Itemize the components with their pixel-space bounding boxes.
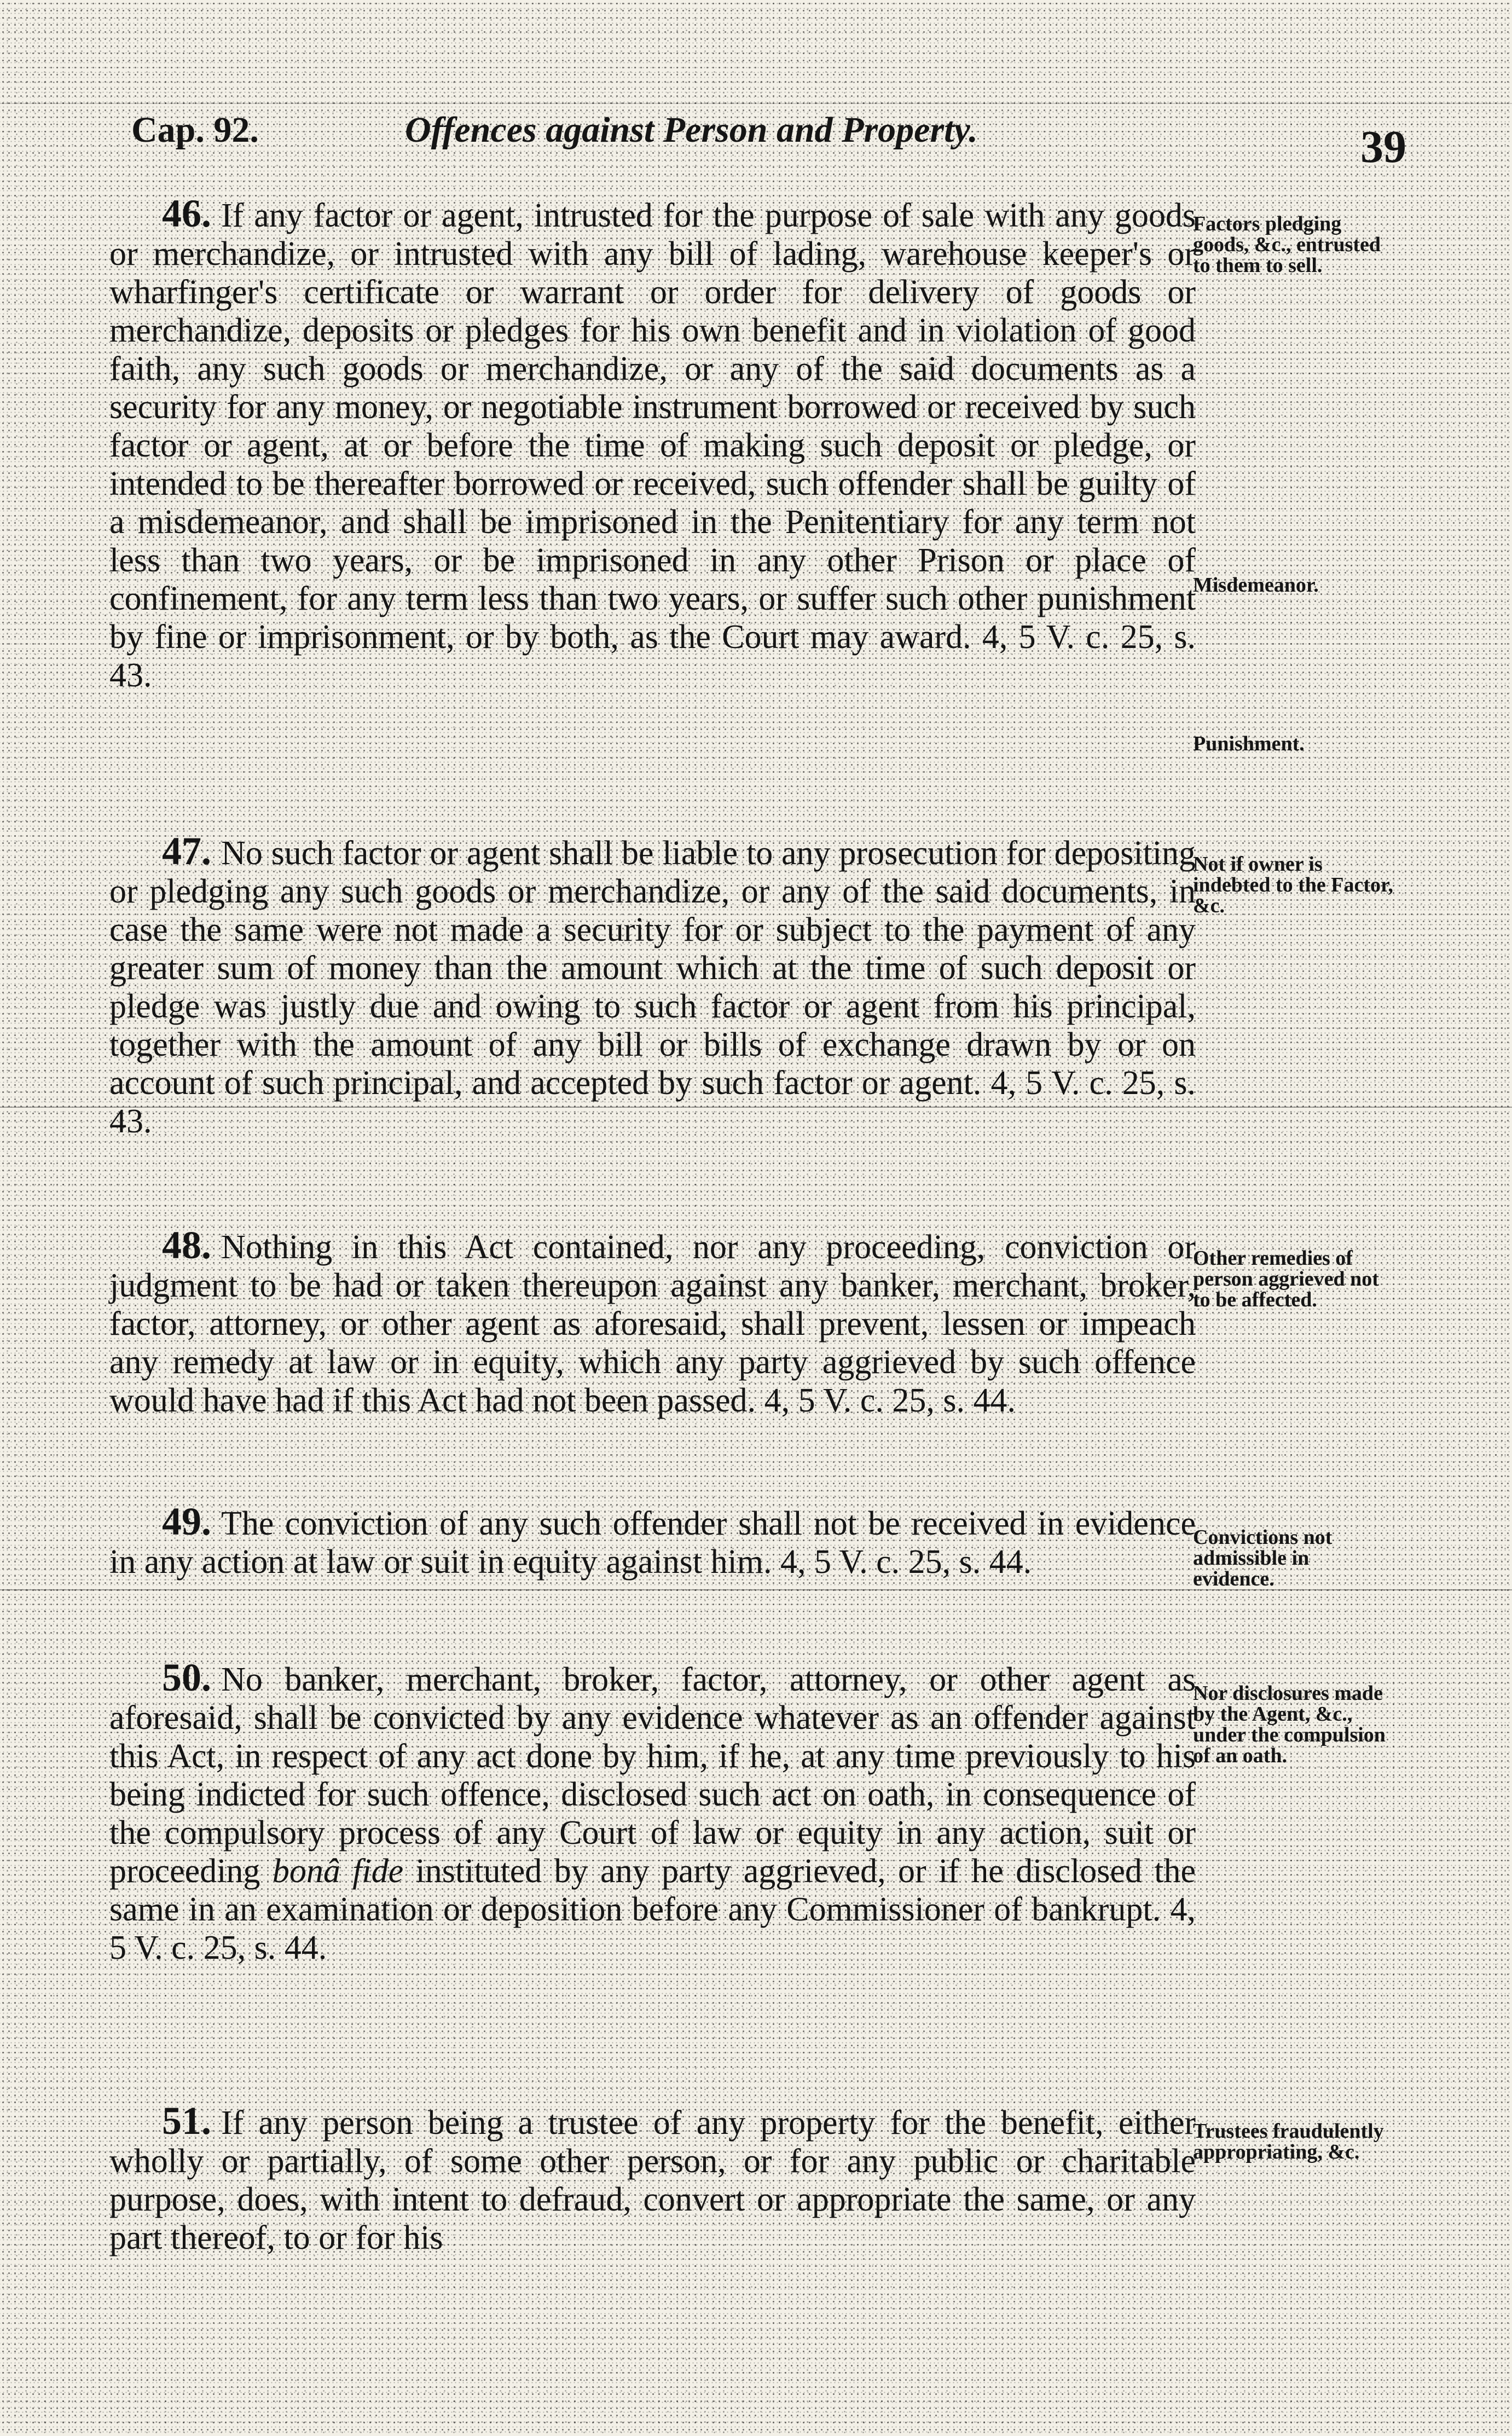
page-number: 39 <box>1360 121 1406 172</box>
section-text: Nothing in this Act contained, nor any proceeding, conviction or judgment to be had or taken thereupon against any banker, merchant, broker, factor, attorney, or other agent as aforesaid, shall prevent, lessen or impeach any remedy at law or in equity, which any party aggrieved by such offence would have had if this Act had not been passed. 4, 5 V. c. 25, s. 44. <box>109 1229 1196 1419</box>
margin-note: Trustees fraudulently appropriating, &c. <box>1193 2120 1384 2163</box>
section-text: No such factor or agent shall be liable to any prosecution for depositing or pledging any such goods or merchandize, or any of the said documents, in case the same were not made a security for or subject to the payment of any greater sum of money than the amount which at the time of such deposit or pledge was justly due and owing to such factor or agent from his principal, together with the amount of any bill or bills of exchange drawn by or on account of such principal, and accepted by such factor or agent. 4, 5 V. c. 25, s. 43. <box>109 835 1196 1140</box>
section-paragraph <box>109 194 1196 695</box>
section-48 <box>109 1223 1196 1489</box>
section-text: If any factor or agent, intrusted for the purpose of sale with any goods or merchandize, or intrusted with any bill of lading, warehouse keeper's or wharfinger's certificate or warrant or order for delivery of goods or merchandize, deposits or pledges for his own benefit and in violation of good faith, any such goods or merchandize, or any of the said documents as a security for any money, or negotiable instrument borrowed or received by such factor or agent, at or before the time of making such deposit or pledge, or intended to be thereafter borrowed or received, such offender shall be guilty of a misdemeanor, and shall be imprisoned in the Penitentiary for any term not less than two years, or be imprisoned in any other Prison or place of confinement, for any term less than two years, or suffer such other punishment by fine or imprisonment, or by both, as the Court may award. 4, 5 V. c. 25, s. 43. <box>109 197 1196 694</box>
section-paragraph <box>109 1502 1196 1581</box>
scan-line <box>0 103 1512 104</box>
section-paragraph <box>109 1658 1196 1967</box>
section-italic-text: bonâ fide <box>272 1853 404 1890</box>
section-number: 49. <box>162 1500 211 1543</box>
margin-note: Punishment. <box>1193 732 1305 755</box>
margin-note: Misdemeanor. <box>1193 574 1319 597</box>
section-paragraph <box>109 829 1196 1141</box>
margin-note: Nor disclosures made by the Agent, &c., under the compulsion of an oath. <box>1193 1682 1386 1767</box>
section-paragraph <box>109 1223 1196 1420</box>
section-text: The conviction of any such offender shall not be received in evidence in any action at law or suit in equity against him. 4, 5 V. c. 25, s. 44. <box>109 1505 1196 1581</box>
section-number: 46. <box>162 192 211 235</box>
margin-note: Other remedies of person aggrieved not to be affected. <box>1193 1247 1379 1311</box>
section-number: 47. <box>162 829 211 873</box>
running-title: Offences against Person and Property. <box>405 110 978 150</box>
section-51 <box>109 2099 1196 2277</box>
section-number: 48. <box>162 1223 211 1267</box>
section-text: If any person being a trustee of any property for the benefit, either wholly or partially, of some other person, or for any public or charitable purpose, does, with intent to defraud, convert or appropriate the same, or any part thereof, to or for his <box>109 2104 1196 2256</box>
section-46 <box>109 194 1196 796</box>
chapter-label: Cap. 92. <box>131 110 259 150</box>
page-header <box>131 109 1406 175</box>
section-47 <box>109 829 1196 1215</box>
section-50 <box>109 1658 1196 2074</box>
margin-note: Convictions not admissible in evidence. <box>1193 1526 1333 1590</box>
section-49 <box>109 1502 1196 1623</box>
section-text: No banker, merchant, broker, factor, attorney, or other agent as aforesaid, shall be convicted by any evidence whatever as an offender against this Act, in respect of any act done by him, if he, at any time previously to his being indicted for such offence, disclosed such act on oath, in consequence of the compulsory process of any Court of law or equity in any action, suit or proceeding <box>109 1661 1196 1890</box>
section-number: 51. <box>162 2099 211 2143</box>
section-text: instituted by any party aggrieved, or if he disclosed the same in an examination or deposition before any Commissioner of bankrupt. 4, 5 V. c. 25, s. 44. <box>109 1853 1196 1966</box>
margin-note: Not if owner is indebted to the Factor, &c. <box>1193 853 1393 917</box>
section-number: 50. <box>162 1656 211 1699</box>
margin-note: Factors pledging goods, &c., entrusted to them to sell. <box>1193 212 1381 277</box>
section-paragraph <box>109 2099 1196 2257</box>
